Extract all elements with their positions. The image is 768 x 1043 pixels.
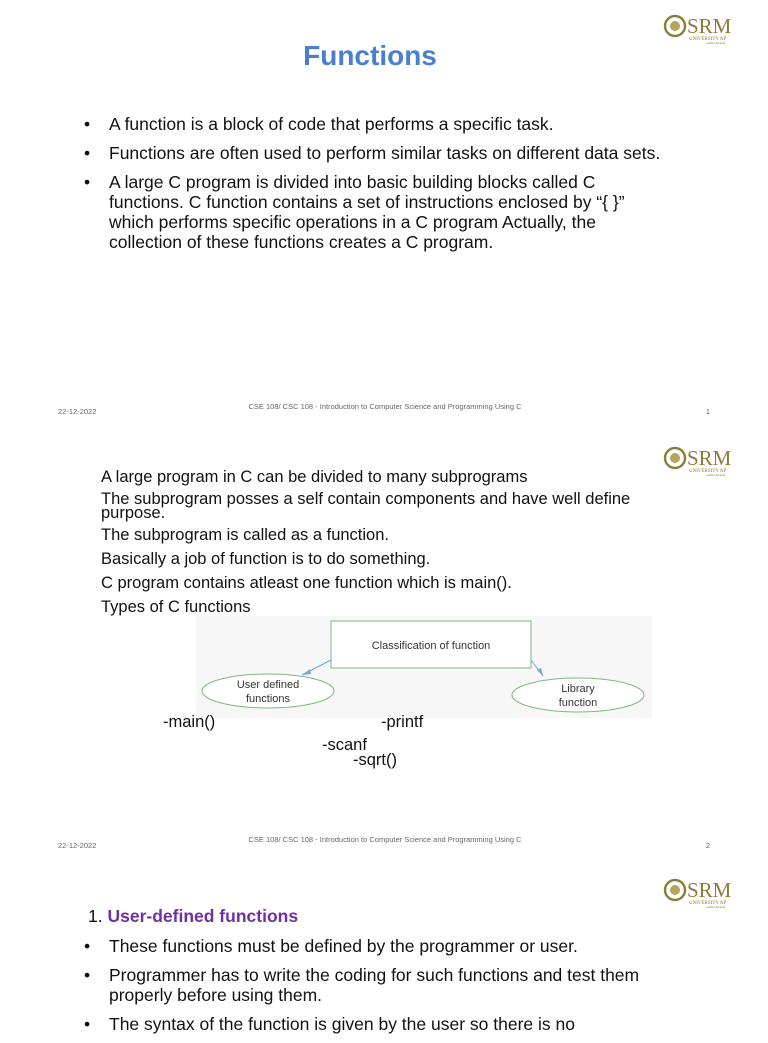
- page-number: 1: [705, 407, 710, 416]
- classification-diagram: [0, 432, 768, 864]
- srm-logo: [662, 875, 738, 909]
- footer-date: 22-12-2022: [58, 407, 97, 416]
- section-heading: [88, 906, 298, 927]
- root-box-label: Classification of function: [371, 640, 491, 652]
- svg-text:SRM: SRM: [687, 878, 732, 902]
- list-item: • A large C program is divided into basic building blocks called C functions. C function contains a set of instructions enclosed by “{ }” which performs specific operations in a C program Actually, the collection of these functions creates a C program.: [82, 172, 672, 252]
- footer-course: CSE 108/ CSC 108 - Introduction to Computer Science and Programming Using C: [248, 835, 522, 844]
- list-item: • Programmer has to write the coding for such functions and test them properly before using them.: [82, 965, 682, 1005]
- svg-text:UNIVERSITY AP: UNIVERSITY AP: [689, 37, 727, 42]
- body-line: A large program in C can be divided to many subprograms: [101, 468, 528, 486]
- example-scanf: -scanf: [322, 736, 367, 754]
- example-printf: -printf: [381, 713, 424, 731]
- body-line: The subprogram posses a self contain components and have well define purpose.: [101, 490, 631, 522]
- body-line: Types of C functions: [101, 598, 251, 616]
- slide-3: [0, 864, 768, 1034]
- left-node-label: User defined: [236, 679, 300, 691]
- example-main: -main(): [163, 713, 216, 731]
- svg-text:UNIVERSITY AP: UNIVERSITY AP: [689, 469, 727, 474]
- svg-text:UNIVERSITY AP: UNIVERSITY AP: [689, 901, 727, 906]
- heading-text: User-defined functions: [107, 906, 299, 926]
- slide-2: [0, 432, 768, 864]
- right-node-label: function: [558, 697, 598, 709]
- svg-text:Andhra Pradesh: Andhra Pradesh: [706, 905, 726, 909]
- heading-number: 1.: [88, 906, 103, 926]
- body-line: The subprogram is called as a function.: [101, 526, 389, 544]
- slide-title: Functions: [303, 40, 437, 71]
- svg-text:Andhra Pradesh: Andhra Pradesh: [706, 473, 726, 477]
- footer-date: 22-12-2022: [58, 841, 97, 850]
- bullet-list: [82, 936, 682, 1043]
- body-line: Basically a job of function is to do something.: [101, 550, 431, 568]
- list-item: • The syntax of the function is given by the user so there is no: [82, 1014, 682, 1034]
- list-item: • A function is a block of code that performs a specific task.: [82, 114, 672, 134]
- page-number: 2: [705, 841, 710, 850]
- slide-1: [0, 0, 768, 432]
- body-line: C program contains atleast one function which is main().: [101, 574, 512, 592]
- svg-text:Andhra Pradesh: Andhra Pradesh: [706, 41, 726, 45]
- example-sqrt: -sqrt(): [353, 751, 397, 769]
- bullet-list: [82, 114, 672, 261]
- svg-text:SRM: SRM: [687, 446, 732, 470]
- list-item: • Functions are often used to perform similar tasks on different data sets.: [82, 143, 672, 163]
- footer-course: CSE 108/ CSC 108 - Introduction to Computer Science and Programming Using C: [248, 402, 522, 411]
- list-item: • These functions must be defined by the programmer or user.: [82, 936, 682, 956]
- right-node-label: Library: [561, 683, 595, 695]
- left-node-label: functions: [245, 693, 291, 705]
- svg-text:SRM: SRM: [687, 14, 732, 38]
